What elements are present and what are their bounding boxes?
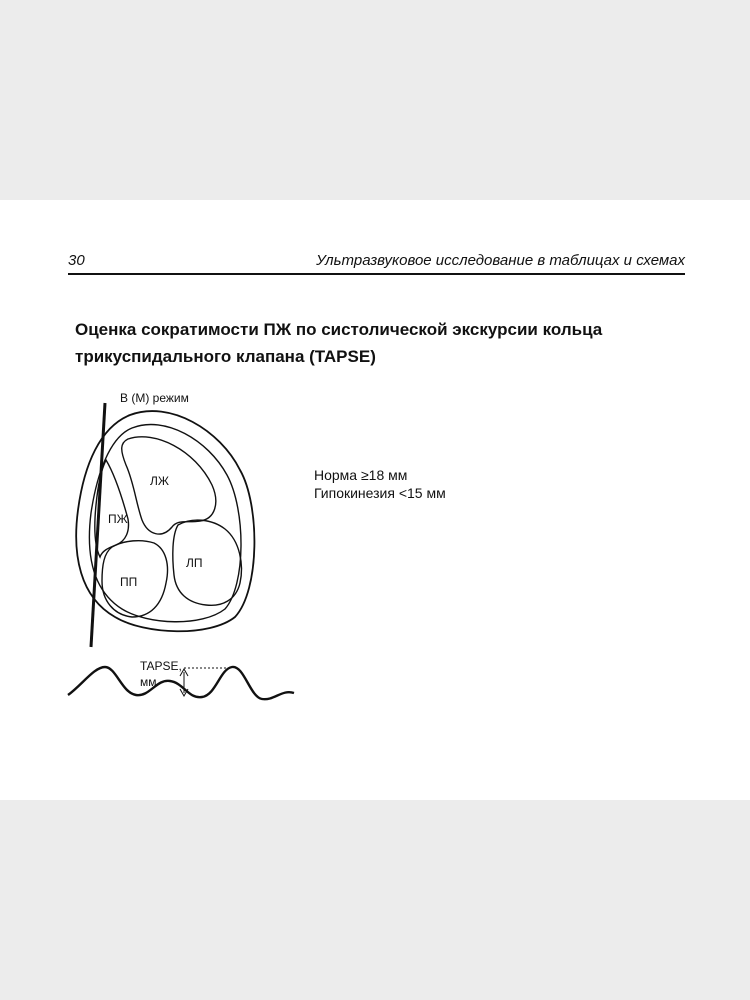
running-title: Ультразвуковое исследование в таблицах и схемах <box>316 252 685 269</box>
section-title <box>75 316 675 370</box>
m-mode-cursor-line <box>91 403 105 647</box>
mode-label: B (M) режим <box>120 391 189 405</box>
label-la: ЛП <box>186 556 203 570</box>
norm-normal: Норма ≥18 мм <box>314 467 408 483</box>
tapse-label-line-2: мм <box>140 675 157 689</box>
tapse-label-line-1: TAPSE, <box>140 659 182 673</box>
book-page <box>0 200 750 800</box>
section-title-line-2: трикуспидального клапана (TAPSE) <box>75 347 376 366</box>
label-ra: ПП <box>120 575 138 589</box>
label-lv: ЛЖ <box>150 474 169 488</box>
norm-values <box>314 466 446 502</box>
label-rv: ПЖ <box>108 512 128 526</box>
norm-hypokinesis: Гипокинезия <15 мм <box>314 485 446 501</box>
chamber-la <box>173 520 242 605</box>
header-rule <box>68 273 685 275</box>
section-title-line-1: Оценка сократимости ПЖ по систолической экскурсии кольца <box>75 320 603 339</box>
tapse-diagram <box>60 385 310 715</box>
page-number: 30 <box>68 252 85 269</box>
